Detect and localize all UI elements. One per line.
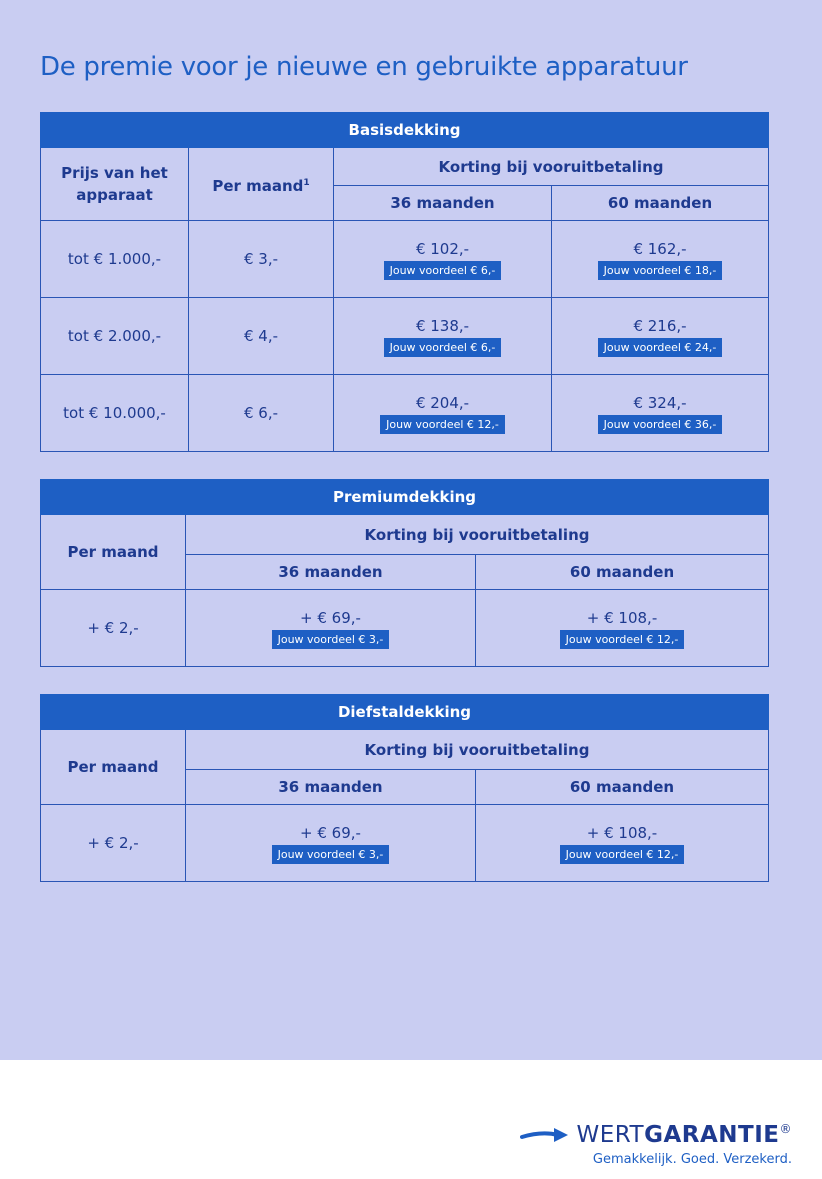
price-cell: tot € 2.000,-	[41, 298, 189, 375]
prepay-36-cell	[186, 805, 476, 882]
prepay-price: + € 69,-	[300, 608, 361, 627]
wertgarantie-logo	[520, 1122, 792, 1167]
prepay-price: € 162,-	[633, 239, 687, 258]
prepay-60-cell	[476, 590, 769, 667]
monthly-cell: € 6,-	[189, 375, 334, 452]
savings-badge: Jouw voordeel € 6,-	[384, 338, 502, 357]
logo-tagline: Gemakkelijk. Goed. Verzekerd.	[592, 1152, 792, 1167]
basis-table	[40, 112, 769, 452]
prepay-36-cell	[334, 298, 552, 375]
savings-badge: Jouw voordeel € 36,-	[598, 415, 723, 434]
table-row	[41, 375, 769, 452]
prepay-price: € 102,-	[415, 239, 470, 258]
prepay-60-cell	[552, 221, 769, 298]
col-60-header: 60 maanden	[476, 555, 769, 590]
savings-badge: Jouw voordeel € 24,-	[598, 338, 723, 357]
prepay-60-cell	[552, 298, 769, 375]
savings-badge: Jouw voordeel € 3,-	[272, 845, 390, 864]
col-36-header: 36 maanden	[186, 770, 476, 805]
table-row	[41, 298, 769, 375]
table-row	[41, 221, 769, 298]
prepay-60-cell	[552, 375, 769, 452]
savings-badge: Jouw voordeel € 18,-	[598, 261, 723, 280]
price-cell: tot € 1.000,-	[41, 221, 189, 298]
prepay-36-cell	[186, 590, 476, 667]
col-discount-header: Korting bij vooruitbetaling	[334, 148, 769, 186]
savings-badge: Jouw voordeel € 12,-	[560, 630, 685, 649]
savings-badge: Jouw voordeel € 12,-	[560, 845, 685, 864]
prepay-price: + € 108,-	[586, 608, 658, 627]
savings-badge: Jouw voordeel € 6,-	[384, 261, 502, 280]
monthly-cell: € 4,-	[189, 298, 334, 375]
prepay-36-cell	[334, 221, 552, 298]
savings-badge: Jouw voordeel € 12,-	[380, 415, 505, 434]
premium-table	[40, 479, 769, 667]
diefstal-heading: Diefstaldekking	[41, 695, 769, 730]
prepay-60-cell	[476, 805, 769, 882]
col-discount-header: Korting bij vooruitbetaling	[186, 730, 769, 770]
logo-wordmark: WERTGARANTIE®	[576, 1122, 792, 1148]
prepay-36-cell	[334, 375, 552, 452]
diefstal-table	[40, 694, 769, 882]
savings-badge: Jouw voordeel € 3,-	[272, 630, 390, 649]
premium-heading: Premiumdekking	[41, 480, 769, 515]
prepay-price: € 216,-	[633, 316, 687, 335]
prepay-price: € 324,-	[633, 393, 687, 412]
price-cell: tot € 10.000,-	[41, 375, 189, 452]
monthly-cell: + € 2,-	[41, 590, 186, 667]
monthly-cell: + € 2,-	[41, 805, 186, 882]
col-price-header: Prijs van het apparaat	[41, 148, 189, 221]
col-60-header: 60 maanden	[476, 770, 769, 805]
arrow-icon	[520, 1125, 570, 1145]
col-60-header: 60 maanden	[552, 186, 769, 221]
prepay-price: + € 69,-	[300, 823, 361, 842]
col-36-header: 36 maanden	[186, 555, 476, 590]
col-monthly-header: Per maand	[41, 730, 186, 805]
monthly-cell: € 3,-	[189, 221, 334, 298]
footnote-marker: 1	[303, 177, 310, 188]
col-monthly-header: Per maand	[41, 515, 186, 590]
basis-heading: Basisdekking	[41, 113, 769, 148]
col-monthly-header: Per maand$^1$	[189, 148, 334, 221]
page-title: De premie voor je nieuwe en gebruikte apparatuur	[40, 52, 688, 82]
col-discount-header: Korting bij vooruitbetaling	[186, 515, 769, 555]
prepay-price: € 204,-	[415, 393, 470, 412]
table-row	[41, 805, 769, 882]
col-36-header: 36 maanden	[334, 186, 552, 221]
table-row	[41, 590, 769, 667]
prepay-price: € 138,-	[415, 316, 470, 335]
prepay-price: + € 108,-	[586, 823, 658, 842]
